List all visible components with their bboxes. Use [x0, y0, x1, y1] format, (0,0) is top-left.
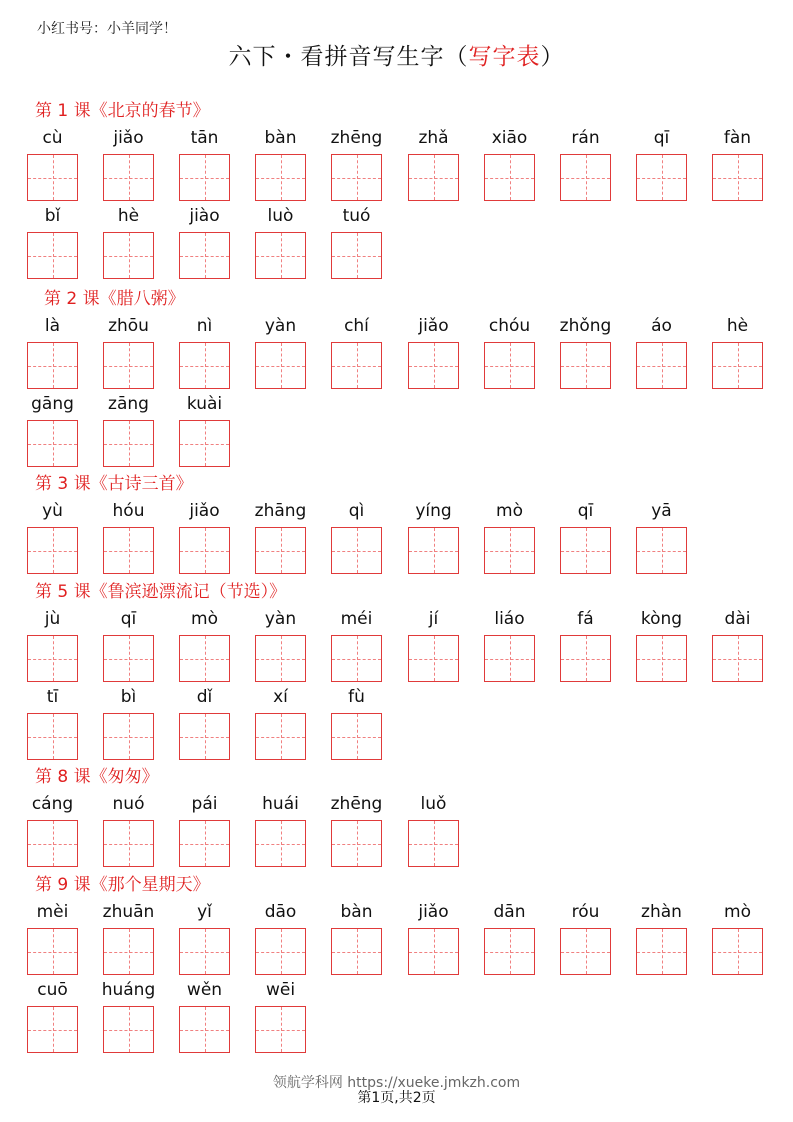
pinyin-label: yàn [264, 316, 297, 336]
lesson-heading: 第 3 课《古诗三首》 [35, 474, 193, 494]
writing-grid-box[interactable] [179, 1006, 230, 1053]
pinyin-label: zhōu [108, 316, 149, 336]
writing-grid-box[interactable] [636, 342, 687, 389]
writing-grid-box[interactable] [103, 154, 154, 201]
writing-grid-box[interactable] [27, 820, 78, 867]
writing-grid-box[interactable] [103, 420, 154, 467]
pinyin-label: yù [42, 501, 63, 521]
writing-grid-box[interactable] [27, 713, 78, 760]
writing-grid-box[interactable] [103, 342, 154, 389]
pinyin-label: bàn [340, 902, 373, 922]
writing-grid-box[interactable] [27, 420, 78, 467]
pinyin-label: mèi [36, 902, 69, 922]
writing-grid-box[interactable] [331, 928, 382, 975]
pinyin-label: chóu [488, 316, 531, 336]
pinyin-label: áo [651, 316, 672, 336]
writing-grid-box[interactable] [103, 1006, 154, 1053]
writing-grid-box[interactable] [255, 232, 306, 279]
writing-grid-box[interactable] [560, 342, 611, 389]
pinyin-label: tī [46, 687, 59, 707]
writing-grid-box[interactable] [179, 232, 230, 279]
writing-grid-box[interactable] [484, 928, 535, 975]
pinyin-label: fù [348, 687, 365, 707]
pinyin-label: róu [571, 902, 600, 922]
pinyin-label: yǐ [197, 902, 212, 922]
watermark-text: 小红书号：小羊同学！ [37, 21, 177, 37]
writing-grid-box[interactable] [27, 1006, 78, 1053]
lesson-heading: 第 5 课《鲁滨逊漂流记（节选）》 [35, 582, 287, 602]
writing-grid-box[interactable] [560, 154, 611, 201]
pinyin-label: là [44, 316, 61, 336]
pinyin-label: dǐ [196, 687, 213, 707]
writing-grid-box[interactable] [179, 342, 230, 389]
writing-grid-box[interactable] [408, 154, 459, 201]
writing-grid-box[interactable] [27, 635, 78, 682]
pinyin-label: qī [577, 501, 594, 521]
writing-grid-box[interactable] [560, 635, 611, 682]
pinyin-label: qī [120, 609, 137, 629]
writing-grid-box[interactable] [712, 342, 763, 389]
writing-grid-box[interactable] [27, 154, 78, 201]
writing-grid-box[interactable] [712, 154, 763, 201]
writing-grid-box[interactable] [408, 527, 459, 574]
pinyin-label: kòng [640, 609, 683, 629]
pinyin-label: huáng [101, 980, 156, 1000]
lesson-heading: 第 8 课《匆匆》 [35, 767, 159, 787]
pinyin-label: zhēng [330, 794, 383, 814]
pinyin-label: fá [577, 609, 594, 629]
pinyin-label: méi [340, 609, 373, 629]
writing-grid-box[interactable] [179, 420, 230, 467]
writing-grid-box[interactable] [636, 928, 687, 975]
title-main: 六下・看拼音写生字（ [228, 44, 469, 70]
pinyin-label: zāng [108, 394, 149, 414]
pinyin-label: zhēng [330, 128, 383, 148]
writing-grid-box[interactable] [331, 635, 382, 682]
pinyin-label: zhuān [102, 902, 155, 922]
writing-grid-box[interactable] [179, 713, 230, 760]
writing-grid-box[interactable] [255, 1006, 306, 1053]
writing-grid-box[interactable] [179, 635, 230, 682]
pinyin-label: zhāng [254, 501, 307, 521]
pinyin-label: dài [724, 609, 751, 629]
pinyin-label: cù [42, 128, 63, 148]
pinyin-label: hè [726, 316, 749, 336]
writing-grid-box[interactable] [636, 527, 687, 574]
pinyin-label: mò [496, 501, 523, 521]
pinyin-label: nuó [112, 794, 145, 814]
pinyin-label: tuó [342, 206, 371, 226]
writing-grid-box[interactable] [331, 713, 382, 760]
writing-grid-box[interactable] [712, 635, 763, 682]
writing-grid-box[interactable] [179, 928, 230, 975]
writing-grid-box[interactable] [255, 342, 306, 389]
writing-grid-box[interactable] [103, 232, 154, 279]
pinyin-label: tān [190, 128, 219, 148]
writing-grid-box[interactable] [712, 928, 763, 975]
pinyin-label: luò [267, 206, 294, 226]
writing-grid-box[interactable] [27, 232, 78, 279]
writing-grid-box[interactable] [103, 820, 154, 867]
writing-grid-box[interactable] [560, 928, 611, 975]
writing-grid-box[interactable] [331, 154, 382, 201]
writing-grid-box[interactable] [560, 527, 611, 574]
pinyin-label: cuō [37, 980, 68, 1000]
writing-grid-box[interactable] [331, 342, 382, 389]
pinyin-label: bì [120, 687, 137, 707]
pinyin-label: wěn [186, 980, 223, 1000]
writing-grid-box[interactable] [179, 527, 230, 574]
lesson-heading: 第 9 课《那个星期天》 [35, 875, 210, 895]
pinyin-label: yíng [415, 501, 452, 521]
pinyin-label: jù [44, 609, 61, 629]
writing-grid-box[interactable] [484, 342, 535, 389]
writing-grid-box[interactable] [103, 527, 154, 574]
pinyin-label: jiǎo [189, 501, 220, 521]
pinyin-label: rán [571, 128, 600, 148]
pinyin-label: jí [428, 609, 439, 629]
pinyin-label: mò [724, 902, 751, 922]
pinyin-label: liáo [494, 609, 525, 629]
writing-grid-box[interactable] [408, 635, 459, 682]
pinyin-label: hè [117, 206, 140, 226]
pinyin-label: qī [653, 128, 670, 148]
pinyin-label: dāo [264, 902, 297, 922]
pinyin-label: qì [348, 501, 365, 521]
pinyin-label: xiāo [491, 128, 528, 148]
writing-grid-box[interactable] [179, 154, 230, 201]
pinyin-label: fàn [723, 128, 752, 148]
pinyin-label: zhǒng [559, 316, 612, 336]
footer-page-number: 第1页,共2页 [357, 1090, 436, 1106]
writing-grid-box[interactable] [27, 928, 78, 975]
pinyin-label: dān [493, 902, 526, 922]
writing-grid-box[interactable] [255, 527, 306, 574]
pinyin-label: luǒ [420, 794, 447, 814]
writing-grid-box[interactable] [27, 342, 78, 389]
writing-grid-box[interactable] [255, 713, 306, 760]
writing-grid-box[interactable] [636, 635, 687, 682]
writing-grid-box[interactable] [408, 928, 459, 975]
pinyin-label: huái [262, 794, 299, 814]
writing-grid-box[interactable] [484, 527, 535, 574]
pinyin-label: bàn [264, 128, 297, 148]
pinyin-label: xí [273, 687, 288, 707]
writing-grid-box[interactable] [255, 154, 306, 201]
page-title [0, 38, 793, 71]
writing-grid-box[interactable] [331, 527, 382, 574]
writing-grid-box[interactable] [636, 154, 687, 201]
lesson-heading: 第 2 课《腊八粥》 [44, 289, 185, 309]
pinyin-label: zhǎ [418, 128, 449, 148]
pinyin-label: wēi [265, 980, 296, 1000]
writing-grid-box[interactable] [484, 635, 535, 682]
footer-site: 领航学科网 https://xueke.jmkzh.com [272, 1075, 521, 1091]
writing-grid-box[interactable] [103, 928, 154, 975]
pinyin-label: gāng [31, 394, 74, 414]
writing-grid-box[interactable] [408, 342, 459, 389]
pinyin-label: mò [191, 609, 218, 629]
writing-grid-box[interactable] [179, 820, 230, 867]
writing-grid-box[interactable] [103, 713, 154, 760]
title-end: ） [540, 44, 565, 70]
pinyin-label: jiǎo [418, 902, 449, 922]
pinyin-label: cáng [31, 794, 74, 814]
writing-grid-box[interactable] [484, 154, 535, 201]
pinyin-label: zhàn [641, 902, 682, 922]
title-highlight: 写字表 [468, 44, 541, 70]
pinyin-label: jiǎo [113, 128, 144, 148]
writing-grid-box[interactable] [27, 527, 78, 574]
pinyin-label: nì [196, 316, 213, 336]
writing-grid-box[interactable] [331, 820, 382, 867]
pinyin-label: chí [344, 316, 369, 336]
pinyin-label: bǐ [44, 206, 61, 226]
writing-grid-box[interactable] [103, 635, 154, 682]
pinyin-label: yàn [264, 609, 297, 629]
writing-grid-box[interactable] [408, 820, 459, 867]
pinyin-label: yā [651, 501, 672, 521]
lesson-heading: 第 1 课《北京的春节》 [35, 101, 210, 121]
pinyin-label: jiǎo [418, 316, 449, 336]
pinyin-label: hóu [112, 501, 145, 521]
writing-grid-box[interactable] [255, 928, 306, 975]
pinyin-label: kuài [186, 394, 223, 414]
writing-grid-box[interactable] [331, 232, 382, 279]
writing-grid-box[interactable] [255, 635, 306, 682]
writing-grid-box[interactable] [255, 820, 306, 867]
pinyin-label: pái [191, 794, 218, 814]
pinyin-label: jiào [189, 206, 220, 226]
